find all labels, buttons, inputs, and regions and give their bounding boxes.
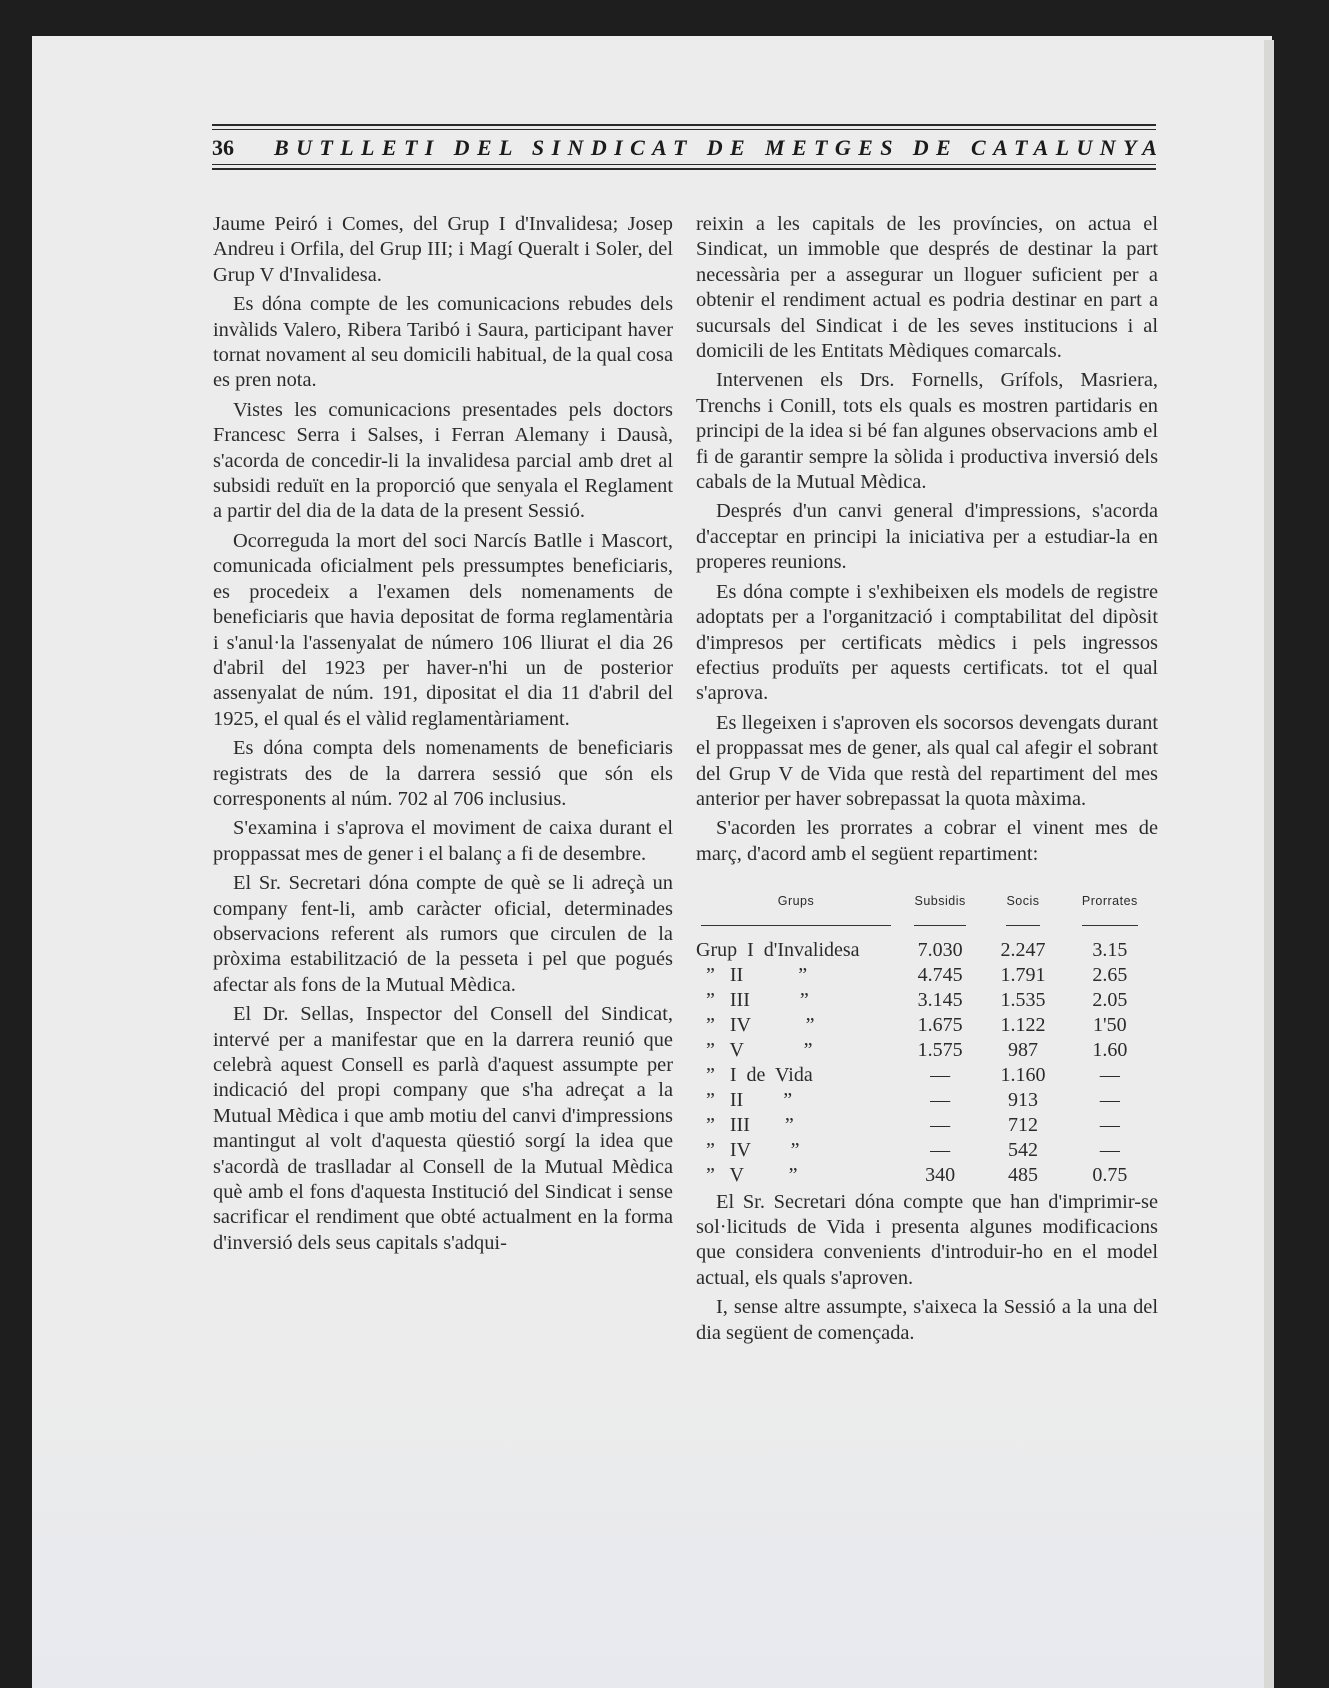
table-body <box>696 934 1158 1188</box>
cell-socis: 712 <box>1007 1113 1038 1136</box>
table-row <box>696 1163 1158 1188</box>
running-header <box>212 122 1165 182</box>
cell-subsidis: 3.145 <box>917 988 963 1011</box>
left-column <box>213 212 673 1260</box>
cell-subsidis: 1.675 <box>917 1013 963 1036</box>
paragraph: reixin a les capitals de les províncies, on actua el Sindicat, un immoble que després de destinar la part necessària per a assegurar un lloguer suficient per a obtenir el rendiment actual es podria destinar en part a sucursals del Sindicat i de les seves institucions i al domicili de les Entitats Mèdiques comarcals. <box>696 213 1158 363</box>
table-row <box>696 1088 1158 1113</box>
cell-socis: 542 <box>1007 1138 1038 1161</box>
cell-prorrates: 3.15 <box>1092 938 1128 961</box>
cell-socis: 1.535 <box>1000 988 1046 1011</box>
header-rule-bottom-thin <box>212 164 1156 165</box>
cell-subsidis: — <box>930 1113 951 1136</box>
cell-socis: 2.247 <box>1000 938 1046 961</box>
paragraph: Jaume Peiró i Comes, del Grup I d'Invalidesa; Josep Andreu i Orfila, del Grup III; i Magí Queralt i Soler, del Grup V d'Invalidesa. <box>213 213 673 286</box>
header-rule-top-thin <box>212 129 1156 130</box>
cell-socis: 485 <box>1007 1163 1038 1186</box>
header-rule-bottom <box>212 168 1156 170</box>
cell-prorrates: — <box>1099 1113 1120 1136</box>
paragraph: El Sr. Secretari dóna compte de què se li adreçà un company fent-li, amb caràcter oficial, determinades observacions referent als rumors que circulen de la pròxima estabilització de la pesseta i pel que pogués afectar als fons de la Mutual Mèdica. <box>213 872 673 996</box>
page-bottom-tint <box>32 1370 1264 1688</box>
cell-socis: 1.160 <box>1000 1063 1046 1086</box>
cell-group: ” IV ” <box>696 1138 800 1161</box>
journal-title: BUTLLETI DEL SINDICAT DE METGES DE CATALUNYA <box>274 135 1165 160</box>
page-number: 36 <box>212 135 234 160</box>
column-header-grups: Grups <box>696 889 896 933</box>
paragraph: Vistes les comunicacions presentades pels doctors Francesc Serra i Salses, i Ferran Alemany i Dausà, s'acorda de concedir-li la invalidesa parcial amb dret al subsidi reduït en la proporció que senyala el Reglament a partir del dia de la data de la present Sessió. <box>213 398 673 523</box>
cell-socis: 987 <box>1007 1038 1038 1061</box>
paragraph: El Dr. Sellas, Inspector del Consell del Sindicat, intervé per a manifestar que en la darrera reunió que celebrà aquest Consell es parlà d'aquest assumpte per indicació del propi company que s'ha adreçat a la Mutual Mèdica i que amb motiu del canvi d'impressions mantingut al volt d'aquesta qüestió sorgí la idea que s'acordà de traslladar al Consell de la Mutual Mèdica què amb el fons d'aquesta Institució del Sindicat i sense sacrificar el rendiment que obté actualment en la forma d'inversió dels seus capitals s'adqui- <box>213 1003 673 1254</box>
cell-group: ” V ” <box>696 1038 813 1061</box>
table-row <box>696 1113 1158 1138</box>
table-header-row <box>696 889 1158 933</box>
paragraph: I, sense altre assumpte, s'aixeca la Sessió a la una del dia següent de començada. <box>696 1296 1158 1344</box>
table-row <box>696 1038 1158 1063</box>
prorrates-table <box>696 889 1158 1187</box>
cell-group: Grup I d'Invalidesa <box>696 938 860 961</box>
cell-group: ” V ” <box>696 1163 798 1186</box>
cell-group: ” II ” <box>696 1088 793 1111</box>
cell-group: ” III ” <box>696 988 809 1011</box>
cell-subsidis: 7.030 <box>917 938 963 961</box>
cell-subsidis: — <box>930 1063 951 1086</box>
column-header-subsidis: Subsidis <box>896 889 984 933</box>
paragraph: S'examina i s'aprova el moviment de caixa durant el proppassat mes de gener i el balanç a fi de desembre. <box>213 817 673 865</box>
cell-prorrates: 2.65 <box>1092 963 1128 986</box>
paragraph: Després d'un canvi general d'impressions, s'acorda d'acceptar en principi la iniciativa per a estudiar-la en properes reunions. <box>696 500 1158 574</box>
cell-subsidis: 4.745 <box>917 963 963 986</box>
cell-group: ” II ” <box>696 963 808 986</box>
right-column <box>696 212 1158 1350</box>
cell-subsidis: — <box>930 1138 951 1161</box>
column-header-socis: Socis <box>984 889 1061 933</box>
column-header-prorrates: Prorrates <box>1062 889 1158 933</box>
cell-prorrates: 2.05 <box>1092 988 1128 1011</box>
cell-socis: 1.122 <box>1000 1013 1046 1036</box>
cell-prorrates: — <box>1099 1088 1120 1111</box>
cell-prorrates: — <box>1099 1138 1120 1161</box>
cell-group: ” IV ” <box>696 1013 815 1036</box>
cell-group: ” III ” <box>696 1113 794 1136</box>
paragraph: Es dóna compte i s'exhibeixen els models de registre adoptats per a l'organització i comptabilitat del dipòsit d'impresos per certificats mèdics i pels ingressos efectius produïts per aquests certificats. tot el qual s'aprova. <box>696 580 1158 705</box>
paragraph: Es dóna compta dels nomenaments de beneficiaris registrats des de la darrera sessió que són els corresponents al núm. 702 al 706 inclusius. <box>213 737 673 810</box>
paragraph: Ocorreguda la mort del soci Narcís Batlle i Mascort, comunicada oficialment pels pressumptes beneficiaris, es procedeix a l'examen dels nomenaments de beneficiaris que havia depositat de forma reglamentària i s'anul·la l'assenyalat de número 106 lliurat el dia 26 d'abril del 1923 per haver-n'hi un de posterior assenyalat de núm. 191, dipositat el dia 11 d'abril del 1925, el qual és el vàlid reglamentàriament. <box>213 529 673 730</box>
table-row <box>696 934 1158 963</box>
header-rule-top <box>212 124 1156 126</box>
page-edge <box>1264 40 1274 1688</box>
paragraph: Es llegeixen i s'aproven els socorsos devengats durant el proppassat mes de gener, als qual cal afegir el sobrant del Grup V de Vida que restà del repartiment del mes anterior per haver sobrepassat la quota màxima. <box>696 711 1158 810</box>
table-row <box>696 1138 1158 1163</box>
cell-group: ” I de Vida <box>696 1063 813 1086</box>
table-row <box>696 1013 1158 1038</box>
paragraph: El Sr. Secretari dóna compte que han d'imprimir-se sol·licituds de Vida i presenta algunes modificacions que considera convenients d'introduir-ho en el model actual, els quals s'aproven. <box>696 1190 1158 1289</box>
table-row <box>696 988 1158 1013</box>
cell-subsidis: 1.575 <box>917 1038 963 1061</box>
table-row <box>696 963 1158 988</box>
table-row <box>696 1063 1158 1088</box>
paragraph: S'acorden les prorrates a cobrar el vinent mes de març, d'acord amb el següent repartiment: <box>696 817 1158 865</box>
cell-socis: 1.791 <box>1000 963 1046 986</box>
header-row <box>212 132 1165 164</box>
paragraph: Intervenen els Drs. Fornells, Grífols, Masriera, Trenchs i Conill, tots els quals es mostren partidaris en principi de la idea si bé fan algunes observacions amb el fi de garantir sempre la sòlida i productiva inversió dels cabals de la Mutual Mèdica. <box>696 369 1158 494</box>
cell-prorrates: 1.60 <box>1092 1038 1128 1061</box>
cell-socis: 913 <box>1007 1088 1038 1111</box>
cell-subsidis: 340 <box>925 1163 956 1186</box>
cell-prorrates: 0.75 <box>1092 1163 1128 1186</box>
cell-subsidis: — <box>930 1088 951 1111</box>
cell-prorrates: 1'50 <box>1093 1013 1127 1036</box>
paragraph: Es dóna compte de les comunicacions rebudes dels invàlids Valero, Ribera Taribó i Saura, participant haver tornat novament al seu domicili habitual, de la qual cosa es pren nota. <box>213 293 673 392</box>
cell-prorrates: — <box>1099 1063 1120 1086</box>
